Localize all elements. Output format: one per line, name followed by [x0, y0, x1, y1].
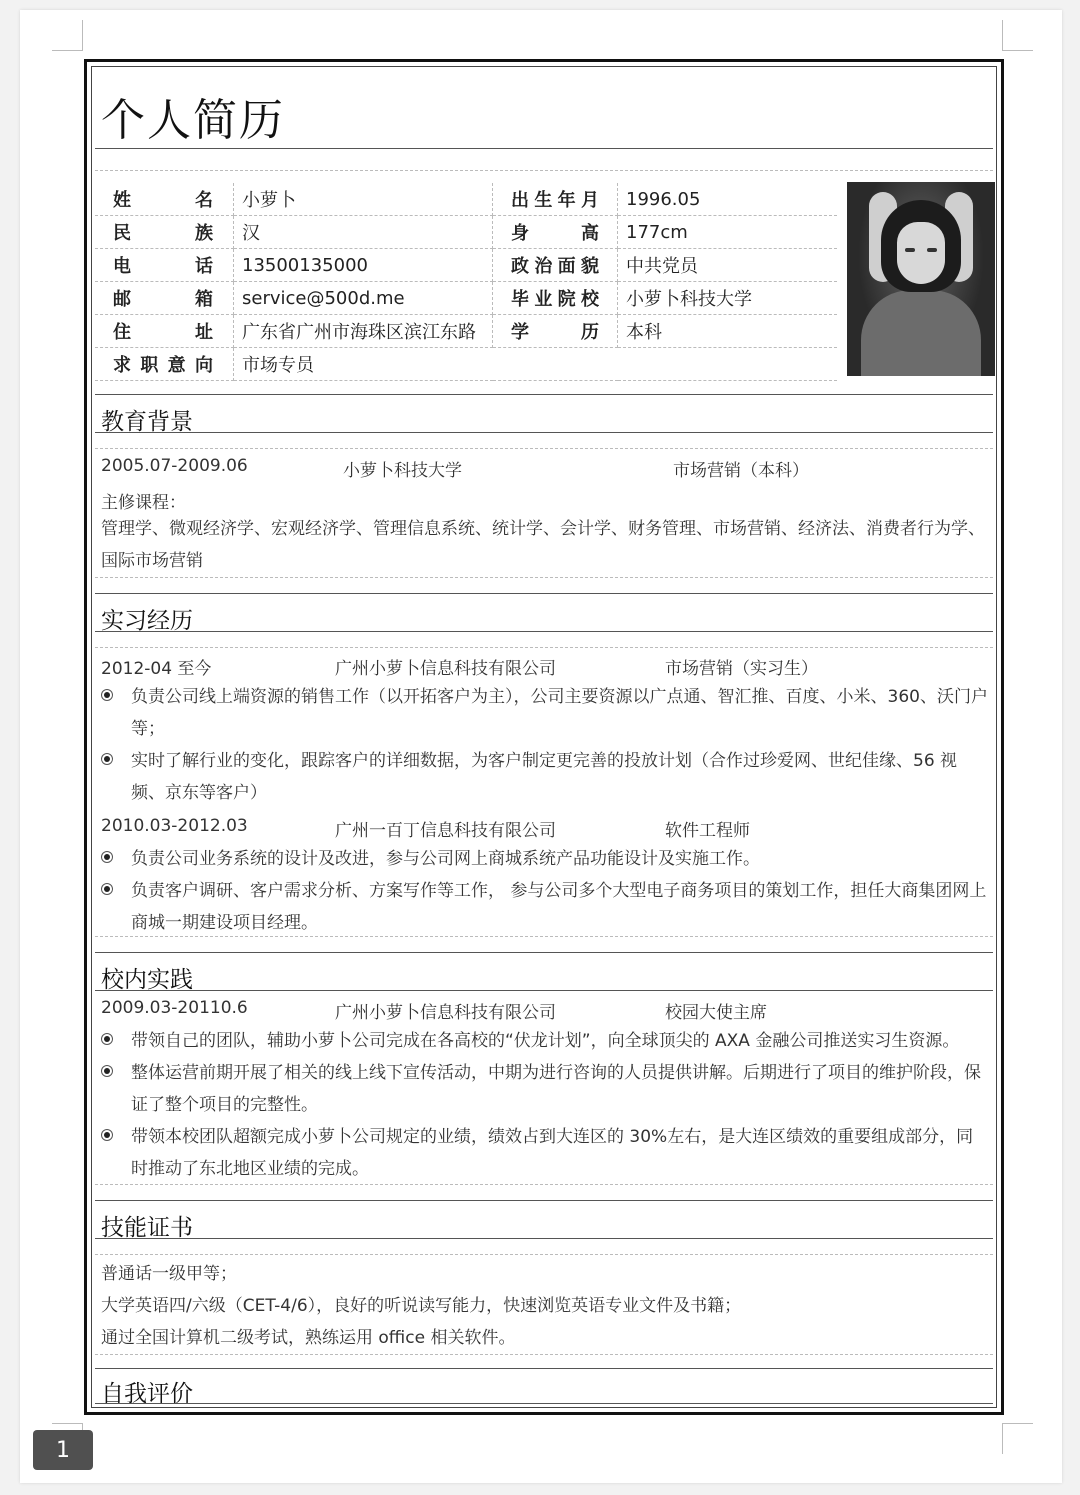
bullet-icon — [104, 1036, 110, 1042]
campus-period: 2009.03-20110.6 — [101, 998, 248, 1018]
list-item: 实时了解行业的变化，跟踪客户的详细数据，为客户制定更完善的投放计划（合作过珍爱网、世纪佳缘、56 视频、京东等客户） — [101, 745, 989, 809]
section-heading-internship: 实习经历 — [101, 608, 193, 634]
job-company: 广州小萝卜信息科技有限公司 — [335, 659, 556, 679]
info-label: 政治面貌 — [493, 249, 618, 282]
skill-item: 普通话一级甲等； — [101, 1264, 237, 1284]
list-item: 带领本校团队超额完成小萝卜公司规定的业绩，绩效占到大连区的 30%左右，是大连区绩效的重要组成部分，同时推动了东北地区业绩的完成。 — [101, 1121, 989, 1185]
education-period: 2005.07-2009.06 — [101, 456, 248, 476]
bullet-icon — [104, 1068, 110, 1074]
divider — [95, 1403, 993, 1404]
job-role: 市场营销（实习生） — [665, 659, 818, 679]
crop-mark-bottom-right — [1002, 1423, 1033, 1454]
info-label: 学历 — [493, 315, 618, 348]
divider — [95, 1238, 993, 1239]
info-label: 住址 — [95, 315, 234, 348]
bullet-icon — [104, 692, 110, 698]
info-label: 求职意向 — [95, 348, 234, 381]
page-number-badge[interactable]: 1 — [33, 1430, 93, 1470]
education-major: 市场营销（本科） — [673, 461, 809, 481]
list-item: 整体运营前期开展了相关的线上线下宣传活动，中期为进行咨询的人员提供讲解。后期进行了项目的维护阶段，保证了整个项目的完整性。 — [101, 1057, 989, 1121]
bullet-icon — [104, 756, 110, 762]
info-value: 小萝卜 — [234, 183, 493, 216]
job-company: 广州一百丁信息科技有限公司 — [335, 821, 556, 841]
info-label: 毕业院校 — [493, 282, 618, 315]
bullet-icon — [104, 1132, 110, 1138]
list-item: 负责客户调研、客户需求分析、方案写作等工作， 参与公司多个大型电子商务项目的策划工作，担任大商集团网上商城一期建设项目经理。 — [101, 875, 989, 939]
section-heading-self-evaluation: 自我评价 — [101, 1381, 193, 1407]
education-school: 小萝卜科技大学 — [343, 461, 462, 481]
info-label: 电话 — [95, 249, 234, 282]
section-heading-campus: 校内实践 — [101, 967, 193, 993]
skill-item: 通过全国计算机二级考试，熟练运用 office 相关软件。 — [101, 1328, 516, 1348]
list-item: 负责公司线上端资源的销售工作（以开拓客户为主），公司主要资源以广点通、智汇推、百度、小米、360、沃门户等； — [101, 681, 989, 745]
section-heading-skills: 技能证书 — [101, 1215, 193, 1241]
info-value: 市场专员 — [234, 348, 493, 381]
bullet-icon — [104, 886, 110, 892]
campus-role: 校园大使主席 — [665, 1003, 767, 1023]
info-row — [95, 282, 837, 315]
info-value: 小萝卜科技大学 — [618, 282, 838, 315]
info-value: service@500d.me — [234, 282, 493, 315]
info-label: 姓名 — [95, 183, 234, 216]
info-row — [95, 216, 837, 249]
info-row — [95, 348, 837, 381]
divider — [95, 593, 993, 594]
info-value: 本科 — [618, 315, 838, 348]
page-title: 个人简历 — [101, 95, 285, 146]
divider — [95, 394, 993, 395]
section-heading-education: 教育背景 — [101, 409, 193, 435]
info-value: 中共党员 — [618, 249, 838, 282]
divider — [95, 148, 993, 149]
info-row — [95, 183, 837, 216]
skill-item: 大学英语四/六级（CET-4/6），良好的听说读写能力，快速浏览英语专业文件及书籍； — [101, 1296, 742, 1316]
info-value: 1996.05 — [618, 183, 838, 216]
list-item: 带领自己的团队，辅助小萝卜公司完成在各高校的“伏龙计划”，向全球顶尖的 AXA 金融公司推送实习生资源。 — [101, 1025, 989, 1057]
info-label: 邮箱 — [95, 282, 234, 315]
info-row — [95, 249, 837, 282]
list-item: 负责公司业务系统的设计及改进，参与公司网上商城系统产品功能设计及实施工作。 — [101, 843, 989, 875]
info-row — [95, 315, 837, 348]
info-value: 177cm — [618, 216, 838, 249]
courses-label: 主修课程： — [101, 493, 186, 513]
divider — [95, 170, 993, 171]
info-label: 出生年月 — [493, 183, 618, 216]
courses-list: 管理学、微观经济学、宏观经济学、管理信息系统、统计学、会计学、财务管理、市场营销、经济法、消费者行为学、国际市场营销 — [101, 519, 985, 571]
info-label: 民族 — [95, 216, 234, 249]
divider — [95, 432, 993, 433]
divider — [95, 1368, 993, 1369]
info-value: 汉 — [234, 216, 493, 249]
campus-company: 广州小萝卜信息科技有限公司 — [335, 1003, 556, 1023]
divider — [95, 1200, 993, 1201]
job-role: 软件工程师 — [665, 821, 750, 841]
job-period: 2010.03-2012.03 — [101, 816, 248, 836]
job-period: 2012-04 至今 — [101, 659, 212, 679]
divider — [95, 990, 993, 991]
crop-mark-top-right — [1002, 20, 1033, 51]
divider — [95, 952, 993, 953]
info-value: 广东省广州市海珠区滨江东路 — [234, 315, 493, 348]
profile-photo — [847, 182, 995, 376]
divider — [95, 631, 993, 632]
info-label: 身高 — [493, 216, 618, 249]
resume-frame — [84, 59, 1004, 1415]
basic-info-table — [95, 183, 837, 381]
crop-mark-top-left — [52, 20, 83, 51]
bullet-icon — [104, 854, 110, 860]
resume-content — [95, 70, 993, 1407]
info-value: 13500135000 — [234, 249, 493, 282]
